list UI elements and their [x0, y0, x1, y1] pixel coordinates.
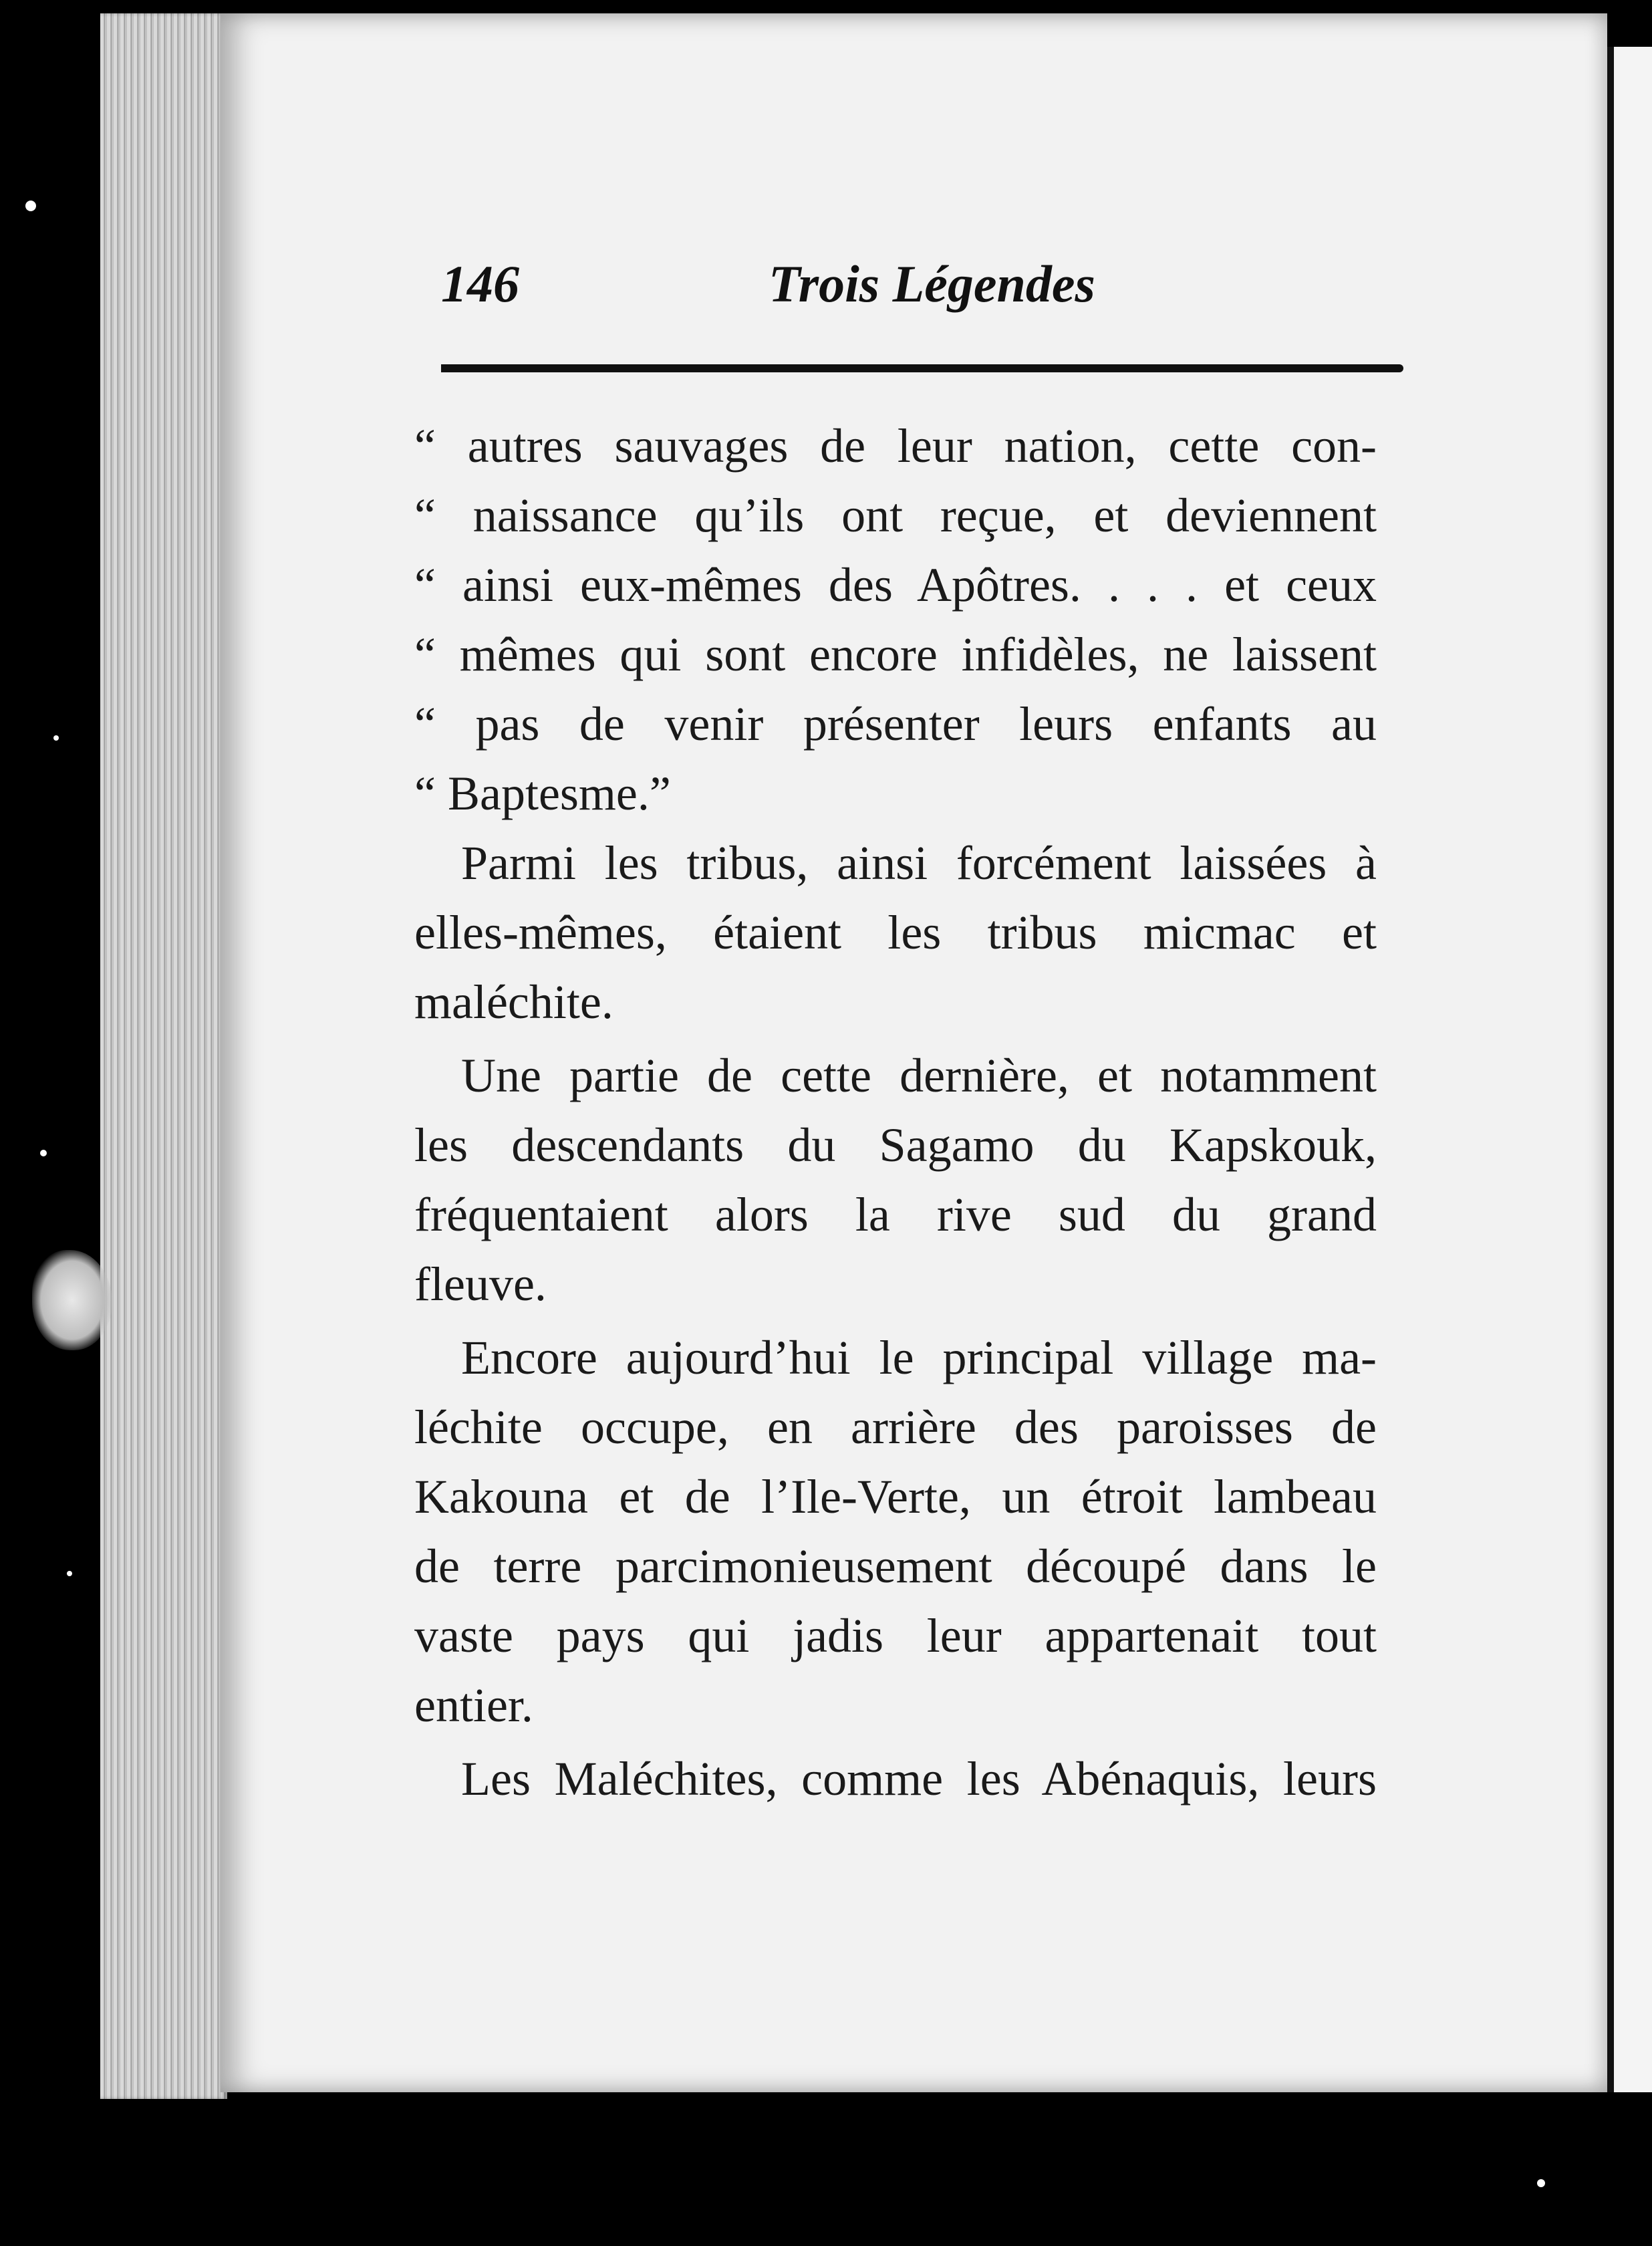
- scan-speck: [53, 735, 59, 741]
- text-line: “ pas de venir présenter leurs enfants au: [414, 697, 1377, 751]
- text-line: “ ainsi eux-mêmes des Apôtres. . . . et ceux: [414, 558, 1377, 612]
- text-line: Encore aujourd’hui le principal village ma-: [461, 1331, 1377, 1384]
- text-line: entier.: [414, 1678, 533, 1732]
- text-line: les descendants du Sagamo du Kapskouk,: [414, 1118, 1377, 1172]
- text-line: “ naissance qu’ils ont reçue, et deviennent: [414, 489, 1377, 542]
- text-line: Parmi les tribus, ainsi forcément laissées à: [461, 836, 1377, 890]
- running-header: [221, 254, 1607, 334]
- text-line: fleuve.: [414, 1257, 547, 1311]
- text-line: Kakouna et de l’Ile-Verte, un étroit lambeau: [414, 1470, 1377, 1523]
- scan-speck: [25, 201, 36, 211]
- text-line: léchite occupe, en arrière des paroisses de: [414, 1400, 1377, 1454]
- quote-block: [414, 411, 1377, 828]
- text-line: de terre parcimonieusement découpé dans le: [414, 1539, 1377, 1593]
- text-line: “ Baptesme.”: [414, 767, 671, 820]
- paragraph: [414, 828, 1377, 1037]
- scan-speck: [40, 1150, 47, 1156]
- text-line: Une partie de cette dernière, et notamment: [461, 1049, 1377, 1102]
- text-line: maléchite.: [414, 975, 613, 1029]
- text-line: vaste pays qui jadis leur appartenait tout: [414, 1609, 1377, 1662]
- paragraph: [414, 1323, 1377, 1740]
- text-line: fréquentaient alors la rive sud du grand: [414, 1188, 1377, 1241]
- text-line: Les Maléchites, comme les Abénaquis, leurs: [461, 1752, 1377, 1805]
- text-line: “ autres sauvages de leur nation, cette con-: [414, 419, 1377, 473]
- facing-page-edge: [1607, 47, 1652, 2092]
- scan-speck: [67, 1571, 72, 1576]
- scan-speck: [1537, 2179, 1545, 2187]
- text-line: “ mêmes qui sont encore infidèles, ne laissent: [414, 628, 1377, 681]
- paragraph: [414, 1041, 1377, 1319]
- book-page-edges: [100, 13, 227, 2099]
- text-line: elles-mêmes, étaient les tribus micmac et: [414, 906, 1377, 959]
- paragraph: [414, 1744, 1377, 1814]
- page-number: 146: [441, 255, 519, 313]
- page-body: [414, 411, 1377, 1814]
- header-rule: [441, 364, 1403, 372]
- running-title: Trois Légendes: [769, 255, 1095, 313]
